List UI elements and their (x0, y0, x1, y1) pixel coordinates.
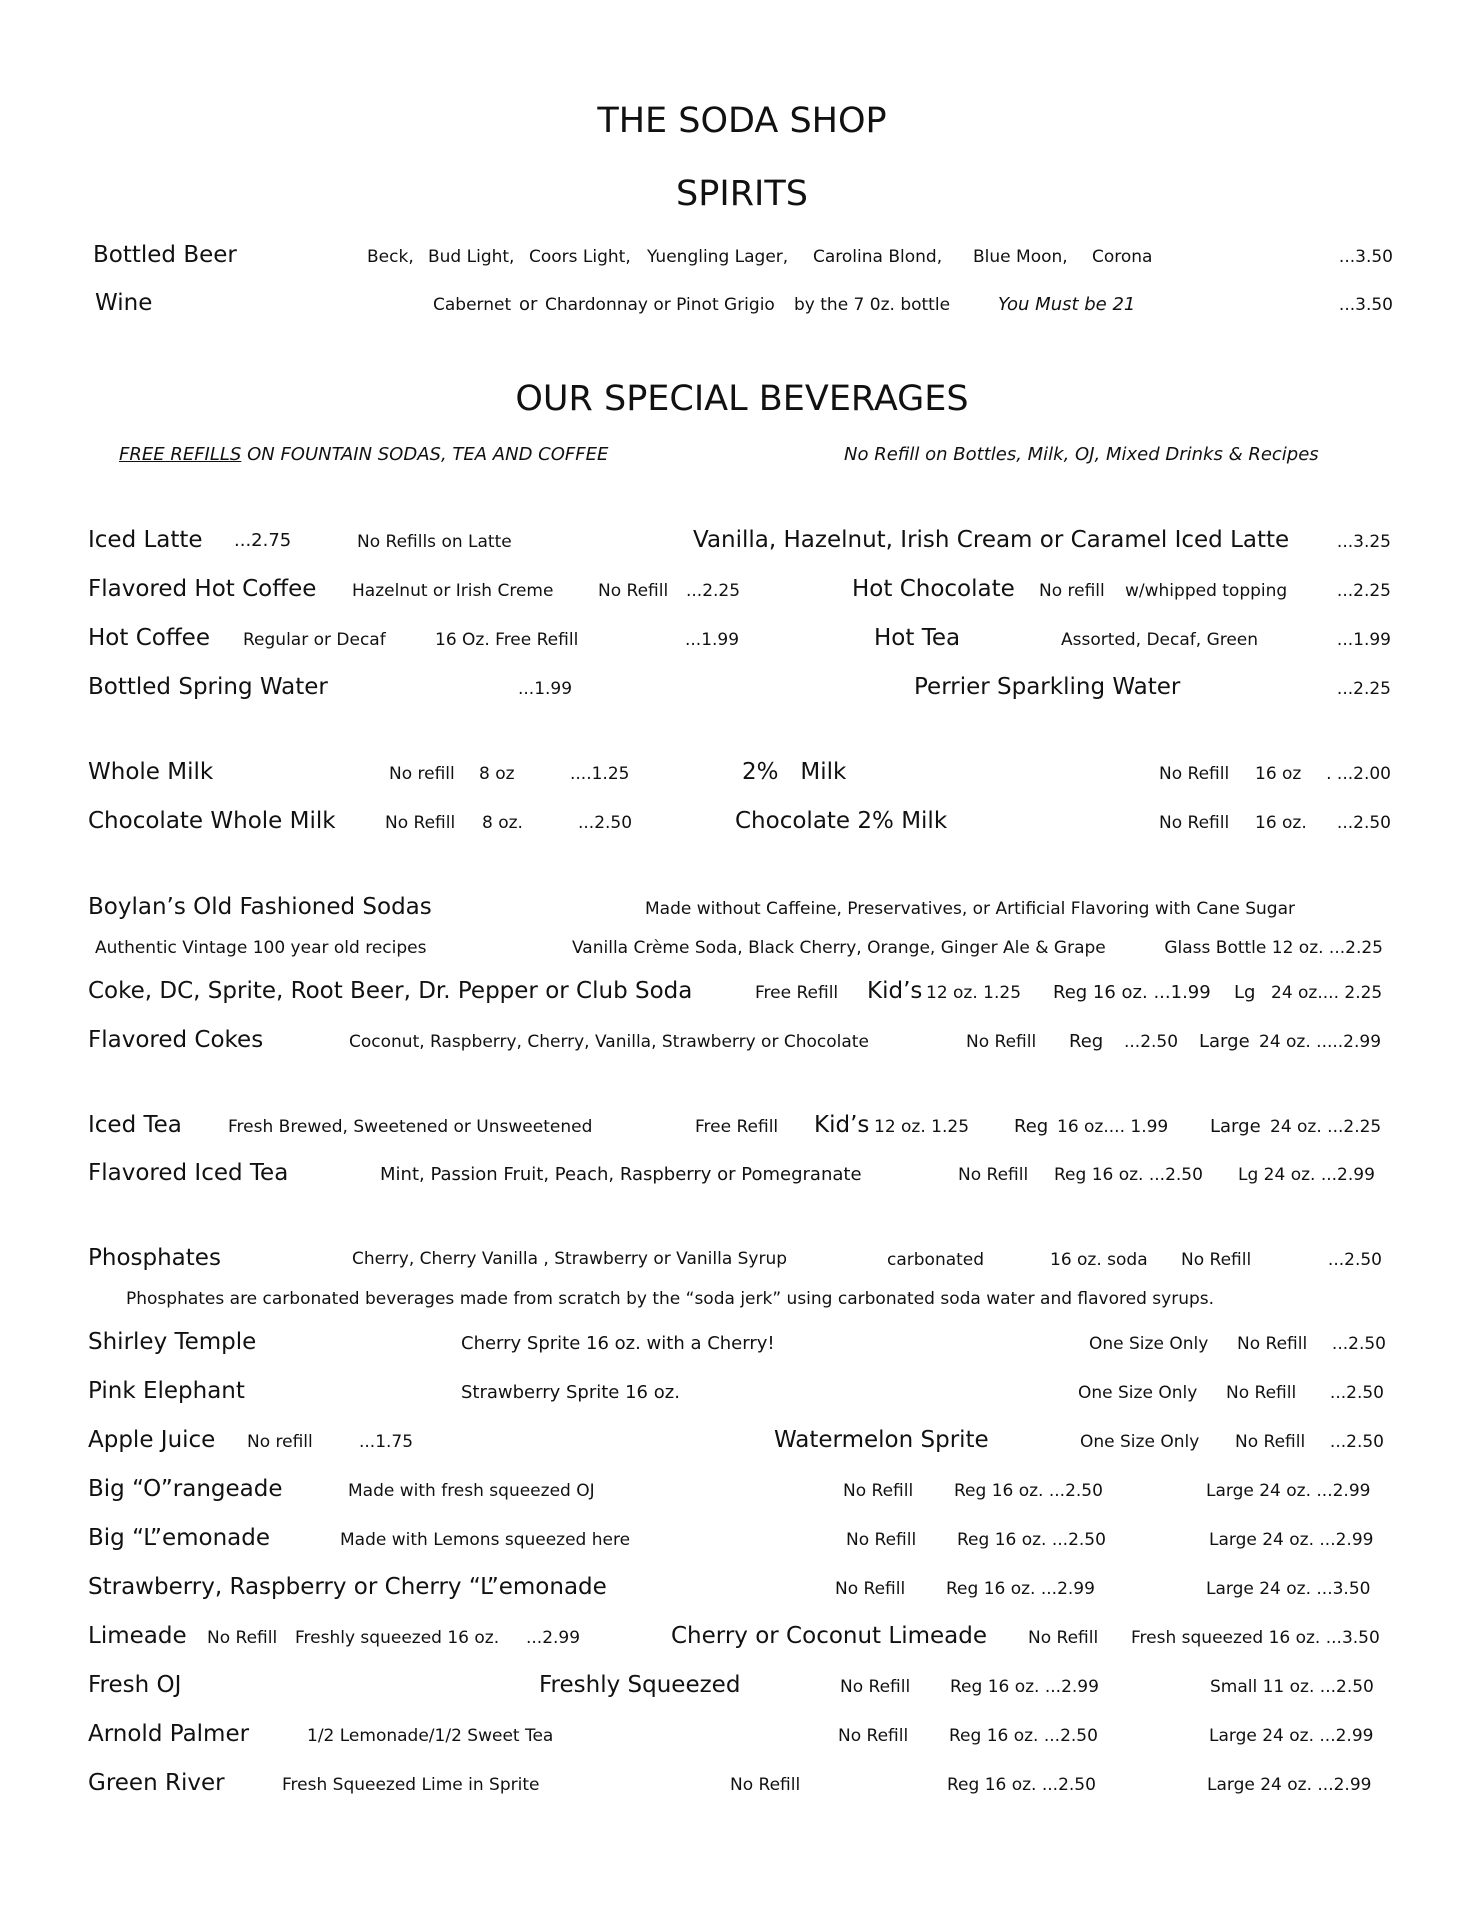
boylans-flavors: Vanilla Crème Soda, Black Cherry, Orange, Ginger Ale & Grape (572, 938, 1106, 958)
two-percent-milk-name: 2% Milk (742, 759, 847, 785)
whole-milk-refill: No refill (389, 764, 455, 784)
iced-tea-large-size: 24 oz. ...2.25 (1270, 1117, 1382, 1137)
iced-tea-desc: Fresh Brewed, Sweetened or Unsweetened (228, 1117, 593, 1137)
fountain-soda-reg: Reg 16 oz. ...1.99 (1053, 982, 1211, 1003)
pink-elephant-size: One Size Only (1078, 1383, 1198, 1403)
spring-water-name: Bottled Spring Water (88, 674, 328, 700)
fountain-soda-name: Coke, DC, Sprite, Root Beer, Dr. Pepper or Club Soda (88, 978, 693, 1004)
choc-whole-milk-size: 8 oz. (482, 813, 523, 833)
orangeade-name: Big “O”rangeade (88, 1476, 283, 1502)
iced-tea-large-label: Large (1210, 1116, 1261, 1137)
wine-desc: by the 7 0z. bottle (794, 295, 951, 315)
choc-whole-milk-name: Chocolate Whole Milk (88, 808, 336, 834)
choc-two-milk-refill: No Refill (1159, 813, 1230, 833)
beer-brand: Bud Light, (428, 247, 515, 267)
flavored-latte-name: Vanilla, Hazelnut, Irish Cream or Caramel Iced Latte (693, 527, 1290, 553)
boylans-name: Boylan’s Old Fashioned Sodas (88, 894, 432, 920)
flavored-cokes-reg-price: ...2.50 (1124, 1032, 1179, 1052)
no-refill-note: No Refill on Bottles, Milk, OJ, Mixed Drinks & Recipes (844, 444, 1319, 465)
iced-latte-price: ...2.75 (234, 530, 292, 551)
beer-price: ...3.50 (1338, 247, 1393, 267)
green-river-reg: Reg 16 oz. ...2.50 (947, 1775, 1096, 1795)
iced-tea-reg-label: Reg (1014, 1116, 1049, 1137)
arnold-palmer-desc: 1/2 Lemonade/1/2 Sweet Tea (307, 1726, 554, 1746)
shirley-temple-size: One Size Only (1089, 1334, 1209, 1354)
free-refills-note (119, 446, 608, 464)
flavored-latte-price: ...3.25 (1336, 532, 1391, 552)
limeade-desc: Freshly squeezed 16 oz. (295, 1628, 500, 1648)
iced-latte-note: No Refills on Latte (357, 532, 512, 552)
shirley-temple-name: Shirley Temple (88, 1329, 257, 1355)
beer-name: Bottled Beer (93, 242, 237, 268)
shirley-temple-price: ...2.50 (1331, 1334, 1386, 1354)
flavored-cokes-flavors: Coconut, Raspberry, Cherry, Vanilla, Strawberry or Chocolate (349, 1032, 869, 1052)
hot-coffee-size: 16 Oz. Free Refill (435, 630, 579, 650)
arnold-palmer-reg: Reg 16 oz. ...2.50 (949, 1726, 1098, 1746)
berry-lemonade-large: Large 24 oz. ...3.50 (1206, 1579, 1371, 1599)
phosphates-syrups: Cherry, Cherry Vanilla , Strawberry or Vanilla Syrup (352, 1249, 788, 1269)
perrier-price: ...2.25 (1336, 679, 1391, 699)
wine-name: Wine (95, 290, 153, 316)
flavored-cokes-refill: No Refill (966, 1032, 1037, 1052)
orangeade-large: Large 24 oz. ...2.99 (1206, 1481, 1371, 1501)
phosphates-size: 16 oz. soda (1050, 1250, 1148, 1270)
spirits-heading: SPIRITS (676, 174, 808, 214)
hot-coffee-name: Hot Coffee (88, 625, 210, 651)
iced-latte-name: Iced Latte (88, 527, 203, 553)
choc-two-milk-name: Chocolate 2% Milk (735, 808, 948, 834)
arnold-palmer-refill: No Refill (838, 1726, 909, 1746)
fresh-oj-reg: Reg 16 oz. ...2.99 (950, 1677, 1099, 1697)
boylans-desc: Made without Caffeine, Preservatives, or Artificial Flavoring with Cane Sugar (645, 899, 1296, 919)
orangeade-refill: No Refill (843, 1481, 914, 1501)
beverages-heading: OUR SPECIAL BEVERAGES (515, 379, 969, 419)
arnold-palmer-name: Arnold Palmer (88, 1721, 250, 1747)
two-percent-milk-price: . ...2.00 (1326, 764, 1391, 784)
green-river-refill: No Refill (730, 1775, 801, 1795)
arnold-palmer-large: Large 24 oz. ...2.99 (1209, 1726, 1374, 1746)
whole-milk-price: ....1.25 (570, 764, 630, 784)
hot-chocolate-topping: w/whipped topping (1125, 581, 1288, 601)
wine-desc: Cabernet (433, 295, 512, 315)
flavored-iced-tea-flavors: Mint, Passion Fruit, Peach, Raspberry or Pomegranate (380, 1164, 862, 1185)
watermelon-sprite-refill: No Refill (1235, 1432, 1306, 1452)
boylans-recipes: Authentic Vintage 100 year old recipes (95, 938, 427, 958)
orangeade-reg: Reg 16 oz. ...2.50 (954, 1481, 1103, 1501)
beer-brand: Yuengling Lager, (647, 247, 789, 267)
green-river-large: Large 24 oz. ...2.99 (1207, 1775, 1372, 1795)
shirley-temple-desc: Cherry Sprite 16 oz. with a Cherry! (461, 1333, 775, 1354)
lemonade-large: Large 24 oz. ...2.99 (1209, 1530, 1374, 1550)
cherry-limeade-name: Cherry or Coconut Limeade (671, 1623, 987, 1649)
iced-tea-kids-label: Kid’s (814, 1112, 870, 1138)
fresh-oj-desc: Freshly Squeezed (539, 1672, 741, 1698)
flavored-cokes-reg-label: Reg (1069, 1031, 1104, 1052)
hot-chocolate-name: Hot Chocolate (852, 576, 1015, 602)
spring-water-price: ...1.99 (518, 679, 573, 699)
fresh-oj-name: Fresh OJ (88, 1672, 182, 1698)
limeade-price: ...2.99 (526, 1628, 581, 1648)
free-refills-text: ON FOUNTAIN SODAS, TEA AND COFFEE (247, 444, 609, 465)
flavored-iced-tea-name: Flavored Iced Tea (88, 1160, 289, 1186)
fountain-soda-refill: Free Refill (755, 983, 839, 1003)
flavored-cokes-large-size: 24 oz. .....2.99 (1259, 1032, 1382, 1052)
lemonade-name: Big “L”emonade (88, 1525, 271, 1551)
green-river-name: Green River (88, 1770, 225, 1796)
fountain-soda-lg-size: 24 oz.... 2.25 (1271, 983, 1383, 1003)
flavored-iced-tea-lg: Lg 24 oz. ...2.99 (1238, 1165, 1375, 1185)
lemonade-desc: Made with Lemons squeezed here (340, 1530, 631, 1550)
flavored-iced-tea-refill: No Refill (958, 1165, 1029, 1185)
wine-price: ...3.50 (1338, 295, 1393, 315)
watermelon-sprite-size: One Size Only (1080, 1432, 1200, 1452)
hot-coffee-flavors: Hazelnut or Irish Creme (352, 581, 554, 601)
fountain-soda-lg-label: Lg (1234, 982, 1256, 1003)
beer-brand: Carolina Blond, (813, 247, 943, 267)
choc-whole-milk-refill: No Refill (385, 813, 456, 833)
pink-elephant-price: ...2.50 (1329, 1383, 1384, 1403)
limeade-name: Limeade (88, 1623, 187, 1649)
berry-lemonade-name: Strawberry, Raspberry or Cherry “L”emonade (88, 1574, 607, 1600)
beer-brand: Corona (1092, 247, 1153, 267)
watermelon-sprite-name: Watermelon Sprite (774, 1427, 989, 1453)
orangeade-desc: Made with fresh squeezed OJ (348, 1481, 595, 1501)
hot-coffee-flavored-name: Flavored Hot Coffee (88, 576, 317, 602)
iced-tea-name: Iced Tea (88, 1112, 182, 1138)
beer-brand: Beck, (367, 247, 414, 267)
pink-elephant-name: Pink Elephant (88, 1378, 245, 1404)
choc-two-milk-size: 16 oz. (1255, 813, 1307, 833)
fresh-oj-refill: No Refill (840, 1677, 911, 1697)
whole-milk-size: 8 oz (479, 764, 515, 784)
iced-tea-kids-size: 12 oz. 1.25 (874, 1117, 970, 1137)
flavored-cokes-name: Flavored Cokes (88, 1027, 264, 1053)
watermelon-sprite-price: ...2.50 (1329, 1432, 1384, 1452)
perrier-name: Perrier Sparkling Water (914, 674, 1181, 700)
lemonade-reg: Reg 16 oz. ...2.50 (957, 1530, 1106, 1550)
phosphates-explanation: Phosphates are carbonated beverages made from scratch by the “soda jerk” using carbonated soda water and flavored syrups. (126, 1289, 1215, 1309)
hot-tea-price: ...1.99 (1336, 630, 1391, 650)
iced-tea-reg-size: 16 oz.... 1.99 (1057, 1117, 1169, 1137)
apple-juice-name: Apple Juice (88, 1427, 216, 1453)
hot-tea-name: Hot Tea (874, 625, 961, 651)
wine-desc: Chardonnay or Pinot Grigio (545, 295, 775, 315)
fountain-soda-kids-size: 12 oz. 1.25 (926, 983, 1022, 1003)
cherry-limeade-desc: Fresh squeezed 16 oz. ...3.50 (1131, 1628, 1380, 1648)
hot-coffee-flavored-price: ...2.25 (686, 581, 741, 601)
flavored-iced-tea-reg: Reg 16 oz. ...2.50 (1054, 1165, 1203, 1185)
hot-tea-types: Assorted, Decaf, Green (1061, 630, 1259, 650)
fountain-soda-kids-label: Kid’s (867, 978, 923, 1004)
hot-coffee-flavored-refill: No Refill (598, 581, 669, 601)
apple-juice-refill: No refill (247, 1432, 313, 1452)
cherry-limeade-refill: No Refill (1028, 1628, 1099, 1648)
limeade-refill: No Refill (207, 1628, 278, 1648)
phosphates-refill: No Refill (1181, 1250, 1252, 1270)
berry-lemonade-refill: No Refill (835, 1579, 906, 1599)
hot-chocolate-refill: No refill (1039, 581, 1105, 601)
flavored-cokes-large-label: Large (1199, 1031, 1250, 1052)
beer-brand: Blue Moon, (973, 247, 1068, 267)
phosphates-carbonated: carbonated (887, 1250, 985, 1270)
shirley-temple-refill: No Refill (1237, 1334, 1308, 1354)
beer-brand: Coors Light, (529, 247, 631, 267)
berry-lemonade-reg: Reg 16 oz. ...2.99 (946, 1579, 1095, 1599)
pink-elephant-refill: No Refill (1226, 1383, 1297, 1403)
hot-coffee-types: Regular or Decaf (243, 630, 386, 650)
choc-two-milk-price: ...2.50 (1336, 813, 1391, 833)
boylans-bottle-price: Glass Bottle 12 oz. ...2.25 (1164, 938, 1383, 958)
hot-coffee-price: ...1.99 (685, 630, 740, 650)
hot-chocolate-price: ...2.25 (1336, 581, 1391, 601)
lemonade-refill: No Refill (846, 1530, 917, 1550)
green-river-desc: Fresh Squeezed Lime in Sprite (282, 1775, 540, 1795)
apple-juice-price: ...1.75 (359, 1432, 414, 1452)
iced-tea-refill: Free Refill (695, 1117, 779, 1137)
phosphates-price: ...2.50 (1327, 1250, 1382, 1270)
fresh-oj-small: Small 11 oz. ...2.50 (1210, 1677, 1374, 1697)
shop-title: THE SODA SHOP (597, 101, 887, 141)
free-refills-label: FREE REFILLS (119, 444, 242, 465)
two-percent-milk-refill: No Refill (1159, 764, 1230, 784)
two-percent-milk-size: 16 oz (1255, 764, 1302, 784)
wine-age-note: You Must be 21 (998, 294, 1136, 315)
choc-whole-milk-price: ...2.50 (578, 813, 633, 833)
pink-elephant-desc: Strawberry Sprite 16 oz. (461, 1382, 680, 1403)
whole-milk-name: Whole Milk (88, 759, 214, 785)
phosphates-name: Phosphates (88, 1245, 221, 1271)
wine-desc: or (519, 294, 538, 315)
